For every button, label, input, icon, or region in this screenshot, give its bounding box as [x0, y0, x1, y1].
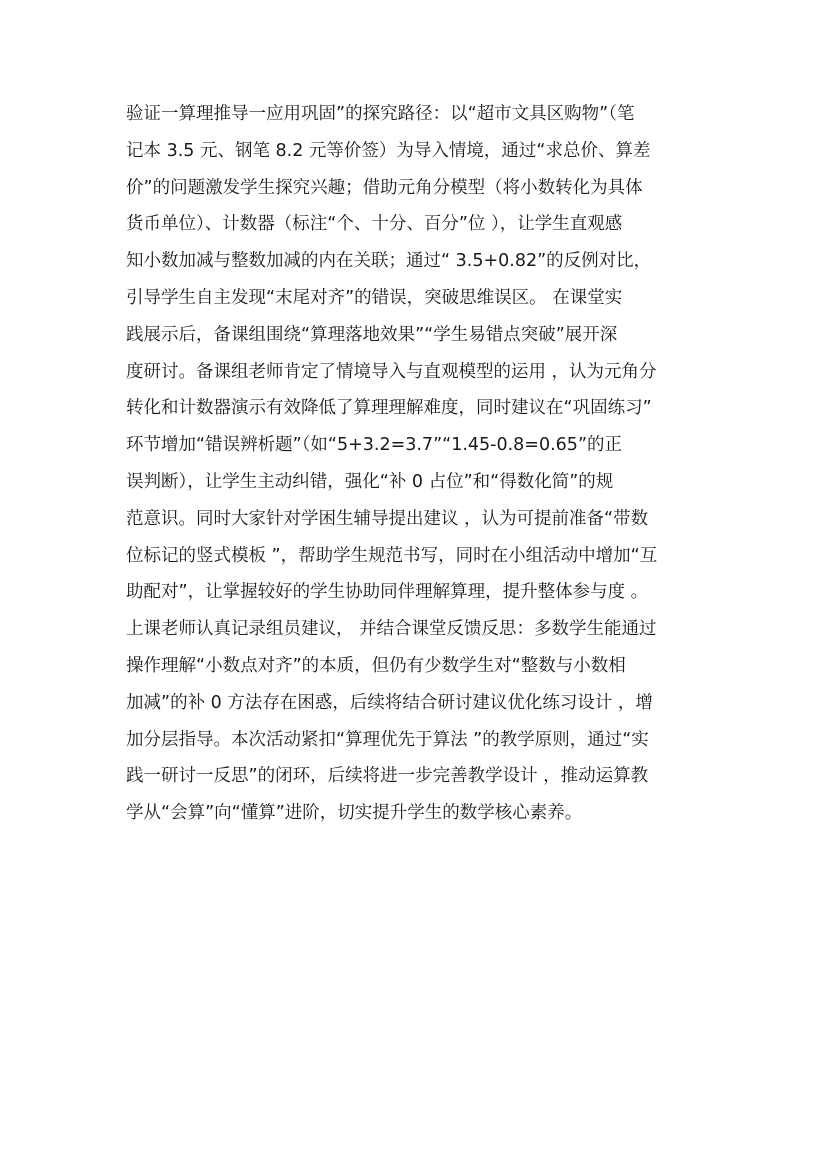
text-line-19: 践一研讨一反思”的闭环，后续将进一步完善教学设计 ，推动运算教 — [126, 766, 649, 787]
text-line-20: 学从“会算”向“懂算”进阶，切实提升学生的数学核心素养。 — [126, 803, 583, 824]
text-line-8: 度研讨。备课组老师肯定了情境导入与直观模型的运用 ，认为元角分 — [126, 361, 657, 382]
text-line-2: 记本 3.5 元、钢笔 8.2 元等价签）为导入情境，通过“求总价、算差 — [126, 140, 651, 161]
body-text — [126, 96, 706, 832]
text-line-1: 验证一算理推导一应用巩固”的探究路径：以“超市文具区购物”（笔 — [126, 104, 635, 124]
text-line-18: 加分层指导。本次活动紧扣“算理优先于算法 ”的教学原则，通过“实 — [126, 729, 649, 750]
text-line-9: 转化和计数器演示有效降低了算理理解难度，同时建议在“巩固练习” — [126, 398, 652, 419]
text-line-16: 操作理解“小数点对齐”的本质，但仍有少数学生对“整数与小数相 — [126, 655, 626, 676]
text-line-17: 加减”的补 0 方法存在困惑，后续将结合研讨建议优化练习设计 ，增 — [126, 692, 653, 713]
text-line-15: 上课老师认真记录组员建议， 并结合课堂反馈反思：多数学生能通过 — [126, 619, 657, 640]
text-line-3: 价”的问题激发学生探究兴趣；借助元角分模型（将小数转化为具体 — [126, 177, 643, 198]
text-line-6: 引导学生自主发现“末尾对齐”的错误，突破思维误区。 在课堂实 — [126, 287, 623, 308]
text-line-4: 货币单位）、计数器（标注“个、十分、百分”位 ），让学生直观感 — [126, 214, 623, 235]
text-line-7: 践展示后，备课组围绕“算理落地效果”“学生易错点突破”展开深 — [126, 324, 618, 345]
text-line-5: 知小数加减与整数加减的内在关联；通过“ 3.5+0.82”的反例对比， — [126, 251, 652, 272]
text-line-11: 误判断），让学生主动纠错，强化“补 0 占位”和“得数化简”的规 — [126, 471, 614, 492]
text-line-14: 助配对”，让掌握较好的学生协助同伴理解算理，提升整体参与度 。 — [126, 582, 649, 603]
text-line-12: 范意识。同时大家针对学困生辅导提出建议 ，认为可提前准备“带数 — [126, 508, 649, 529]
text-line-10: 环节增加“错误辨析题”（如“5+3.2=3.7”“1.45-0.8=0.65”的正 — [126, 435, 623, 456]
text-line-13: 位标记的竖式模板 ”，帮助学生规范书写，同时在小组活动中增加“互 — [126, 545, 658, 566]
